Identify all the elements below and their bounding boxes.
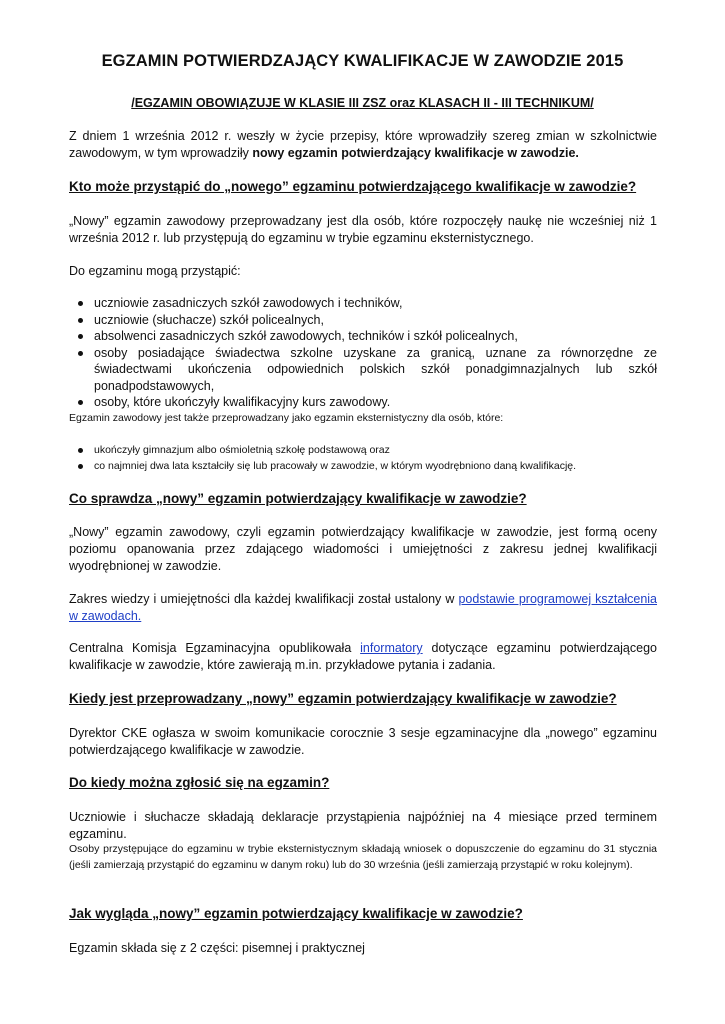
section-heading: Kto może przystąpić do „nowego” egzaminu potwierdzającego kwalifikacje w zawodzie? — [69, 179, 637, 194]
paragraph: „Nowy” egzamin zawodowy przeprowadzany jest dla osób, które rozpoczęły naukę nie wcześniej niż 1 września 2012 r. lub przystępują do egzaminu w trybie egzaminu eksternistycznego. — [69, 214, 657, 245]
list-item: uczniowie (słuchacze) szkół policealnych, — [69, 312, 657, 329]
section-who-can-take — [69, 178, 657, 196]
intro-text: Z dniem 1 września 2012 r. weszły w życie przepisy, które wprowadziły szereg zmian w szkolnictwie zawodowym, w tym wprowadziły — [69, 129, 657, 160]
section-registration — [69, 774, 657, 792]
external-list — [69, 442, 657, 474]
list-item: absolwenci zasadniczych szkół zawodowych, techników i szkół policealnych, — [69, 328, 657, 345]
paragraph: Do egzaminu mogą przystąpić: — [69, 264, 241, 278]
core-curriculum-link[interactable]: podstawie programowej kształcenia w zawodach. — [69, 592, 658, 623]
paragraph: „Nowy” egzamin zawodowy, czyli egzamin potwierdzający kwalifikacje w zawodzie, jest formą oceny poziomu opanowania przez zdającego wiadomości i umiejętności z zakresu jednej kwalifikacji wyodrębnionej w zawodzie. — [69, 525, 657, 573]
paragraph: Egzamin składa się z 2 części: pisemnej i praktycznej — [69, 941, 365, 955]
list-item: co najmniej dwa lata kształciły się lub pracowały w zawodzie, w którym wyodrębniono daną kwalifikację. — [69, 458, 657, 474]
paragraph: Uczniowie i słuchacze składają deklaracje przystąpienia najpóźniej na 4 miesiące przed terminem egzaminu. — [69, 810, 657, 841]
list-item: osoby posiadające świadectwa szkolne uzyskane za granicą, uznane za równorzędne ze świadectwami ukończenia odpowiednich polskich szkół ponadgimnazjalnych lub szkół ponadpodstawowych, — [69, 345, 657, 395]
list-item: osoby, które ukończyły kwalifikacyjny kurs zawodowy. — [69, 394, 657, 411]
informatory-link[interactable]: informatory — [360, 641, 423, 655]
paragraph — [69, 591, 657, 625]
section-what-it-checks — [69, 490, 657, 508]
external-list-container — [69, 442, 657, 474]
section-heading: Jak wygląda „nowy” egzamin potwierdzający kwalifikacje w zawodzie? — [69, 906, 523, 921]
intro-bold-text: nowy egzamin potwierdzający kwalifikacje w zawodzie. — [252, 146, 579, 160]
section-when-body — [69, 725, 657, 759]
section-when — [69, 690, 657, 708]
section-heading: Co sprawdza „nowy” egzamin potwierdzający kwalifikacje w zawodzie? — [69, 491, 527, 506]
section-what-it-checks-body-2 — [69, 591, 657, 625]
paragraph: Dyrektor CKE ogłasza w swoim komunikacie corocznie 3 sesje egzaminacyjne dla „nowego” egzaminu potwierdzającego kwalifikacje w zawodzie. — [69, 726, 657, 757]
eligible-list — [69, 295, 657, 411]
section-what-it-checks-body-3 — [69, 640, 657, 674]
section-registration-body — [69, 809, 657, 843]
paragraph-text: Centralna Komisja Egzaminacyjna opublikowała — [69, 641, 361, 655]
paragraph-small: Osoby przystępujące do egzaminu w trybie eksternistycznym składają wniosek o dopuszczenie do egzaminu do 31 stycznia (jeśli zamierzają przystąpić do egzaminu w danym roku) lub do 30 września (jeśli zamierzają przystąpić w roku kolejnym). — [69, 843, 657, 871]
section-exam-structure — [69, 905, 657, 923]
list-item: uczniowie zasadniczych szkół zawodowych i techników, — [69, 295, 657, 312]
paragraph — [69, 640, 657, 674]
paragraph-small: Egzamin zawodowy jest także przeprowadzany jako egzamin eksternistyczny dla osób, które: — [69, 412, 504, 424]
section-who-can-take-body-2 — [69, 263, 657, 280]
document-title: EGZAMIN POTWIERDZAJĄCY KWALIFIKACJE W ZAWODZIE 2015 — [101, 52, 624, 70]
intro-paragraph — [69, 128, 657, 162]
external-exam-intro — [69, 410, 657, 426]
list-item: ukończyły gimnazjum albo ośmioletnią szkołę podstawową oraz — [69, 442, 657, 458]
document-subtitle: /EGZAMIN OBOWIĄZUJE W KLASIE III ZSZ oraz KLASACH II - III TECHNIKUM/ — [131, 96, 594, 110]
eligible-list-container — [69, 295, 657, 411]
paragraph-text: Zakres wiedzy i umiejętności dla każdej kwalifikacji został ustalony w — [69, 592, 459, 606]
section-registration-body-2 — [69, 841, 657, 873]
section-exam-structure-body — [69, 940, 657, 957]
section-heading: Do kiedy można zgłosić się na egzamin? — [69, 775, 330, 790]
section-heading: Kiedy jest przeprowadzany „nowy” egzamin potwierdzający kwalifikacje w zawodzie? — [69, 691, 617, 706]
intro-section — [69, 128, 657, 162]
section-what-it-checks-body — [69, 524, 657, 575]
section-who-can-take-body — [69, 213, 657, 247]
paragraph-text: dotyczące egzaminu potwierdzającego kwalifikacje w zawodzie, które zawierają m.in. przykładowe pytania i zadania. — [69, 641, 657, 672]
